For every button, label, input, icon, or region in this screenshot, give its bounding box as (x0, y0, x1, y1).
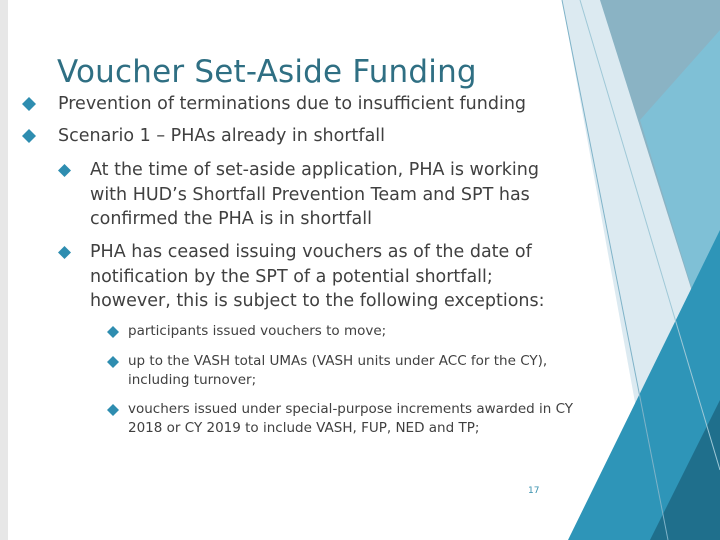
exception-text: vouchers issued under special-purpose increments awarded in CY 2018 or CY 2019 to include VASH, FUP, NED and TP; (128, 401, 574, 436)
diamond-bullet-icon (107, 356, 119, 368)
bullet-text: Prevention of terminations due to insufficient funding (58, 94, 527, 114)
sub-bullet-text: PHA has ceased issuing vouchers as of the date of notification by the SPT of a potential shortfall; however, this is subject to the following exceptions: (90, 242, 545, 311)
sub-bullet-item (58, 240, 558, 314)
slide-title: Voucher Set-Aside Funding (57, 54, 477, 90)
sub-bullet-item (58, 158, 558, 232)
diamond-bullet-icon (107, 326, 119, 338)
exception-item (107, 352, 577, 389)
bullet-item (22, 92, 582, 117)
left-edge-strip (0, 0, 8, 540)
diamond-bullet-icon (107, 404, 119, 416)
exception-text: up to the VASH total UMAs (VASH units under ACC for the CY), including turnover; (128, 353, 548, 388)
diamond-bullet-icon (58, 164, 71, 177)
exception-item (107, 322, 577, 341)
exception-item (107, 400, 577, 437)
diamond-bullet-icon (22, 97, 36, 111)
diamond-bullet-icon (22, 129, 36, 143)
sub-bullet-text: At the time of set-aside application, PHA is working with HUD’s Shortfall Prevention Team and SPT has confirmed the PHA is in shortfall (90, 160, 539, 229)
bullet-item (22, 124, 582, 149)
bullet-text: Scenario 1 – PHAs already in shortfall (58, 126, 386, 146)
page-number: 17 (528, 486, 540, 496)
exception-text: participants issued vouchers to move; (128, 323, 387, 339)
diamond-bullet-icon (58, 246, 71, 259)
